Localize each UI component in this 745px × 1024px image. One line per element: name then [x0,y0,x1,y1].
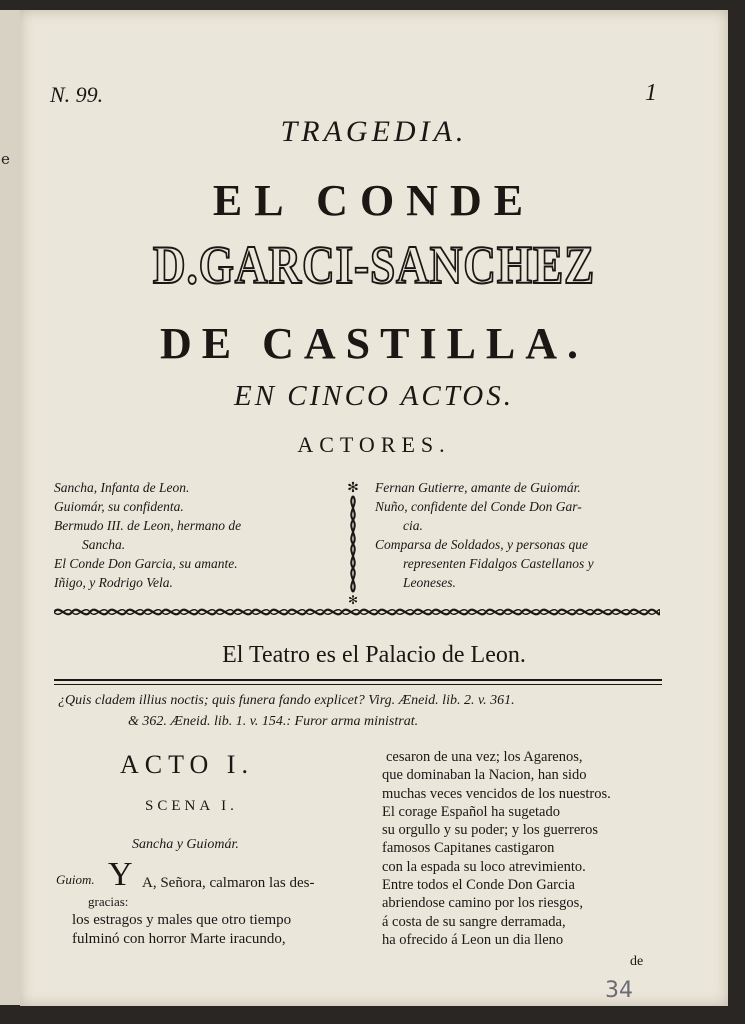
act-heading: ACTO I. [120,750,254,779]
epigraph-line-1: ¿Quis cladem illius noctis; quis funera fando explicet? Virg. Æneid. lib. 2. v. 361. [58,693,515,708]
vertical-ornament [346,480,360,605]
verse-line: su orgullo y su poder; y los guerreros [382,822,598,839]
verse-line: que dominaban la Nacion, han sido [382,767,587,784]
verse-line: famosos Capitanes castigaron [382,840,555,857]
cast-list-left [54,478,241,592]
double-rule-bottom [54,684,662,685]
right-column-verse [382,748,611,949]
cast-heading: ACTORES. [297,432,451,457]
genre-heading: TRAGEDIA. [280,115,468,148]
stage-setting: El Teatro es el Palacio de Leon. [222,642,526,668]
cast-entry: Comparsa de Soldados, y personas que [375,537,588,552]
page-number: 1 [645,80,657,106]
verse-line: los estragos y males que otro tiempo [72,912,292,928]
verse-line: gracias: [88,894,129,909]
title-line-1: EL CONDE [212,176,536,225]
pencil-annotation: 34 [605,978,633,1003]
verse-line: A, Señora, calmaron las des- [142,875,315,891]
issue-number: N. 99. [50,82,104,107]
verse-line: ha ofrecido á Leon un dia lleno [382,931,564,948]
cast-entry: Nuño, confidente del Conde Don Gar- [375,499,582,514]
cast-entry: Leoneses. [403,575,456,590]
drop-cap: Y [108,856,133,893]
adjacent-page-edge [0,10,21,1005]
verse-line: con la espada su loco atrevimiento. [382,858,586,875]
cast-entry: Guiomár, su confidenta. [54,499,184,514]
horizontal-ornament-border [54,603,660,621]
document-page [20,10,728,1006]
cast-entry: El Conde Don Garcia, su amante. [54,556,238,571]
svg-text:✻: ✻ [347,480,359,496]
double-rule-top [54,679,662,681]
cast-entry: Sancha. [82,537,126,552]
verse-line: El corage Español ha sugetado [382,803,560,820]
verse-line: muchas veces vencidos de los nuestros. [382,785,611,802]
verse-line: á costa de su sangre derramada, [382,913,566,930]
cast-entry: cia. [403,518,423,533]
scene-persons: Sancha y Guiomár. [132,837,239,852]
acts-subtitle: EN CINCO ACTOS. [233,380,515,412]
cast-entry: Sancha, Infanta de Leon. [54,480,190,495]
cast-list-right [375,478,594,592]
cast-entry: Iñigo, y Rodrigo Vela. [54,575,173,590]
speaker-name: Guiom. [56,872,95,887]
verse-line: Entre todos el Conde Don Garcia [382,877,575,894]
epigraph-line-2: & 362. Æneid. lib. 1. v. 154.: Furor arma ministrat. [128,714,419,729]
title-line-3: DE CASTILLA. [159,319,589,368]
scene-heading: SCENA I. [145,798,238,814]
adjacent-page-letter: e [1,150,10,168]
cast-entry: Fernan Gutierre, amante de Guiomár. [375,480,581,495]
verse-line: abriendose camino por los riesgos, [382,895,583,912]
cast-entry: Bermudo III. de Leon, hermano de [54,518,242,533]
svg-text:✻: ✻ [347,593,359,605]
catchword: de [630,954,644,969]
verse-line: cesaron de una vez; los Agarenos, [386,749,583,765]
verse-line: fulminó con horror Marte iracundo, [72,931,286,947]
cast-entry: representen Fidalgos Castellanos y [403,556,594,571]
title-line-2: D.GARCI-SANCHEZ [152,235,596,295]
